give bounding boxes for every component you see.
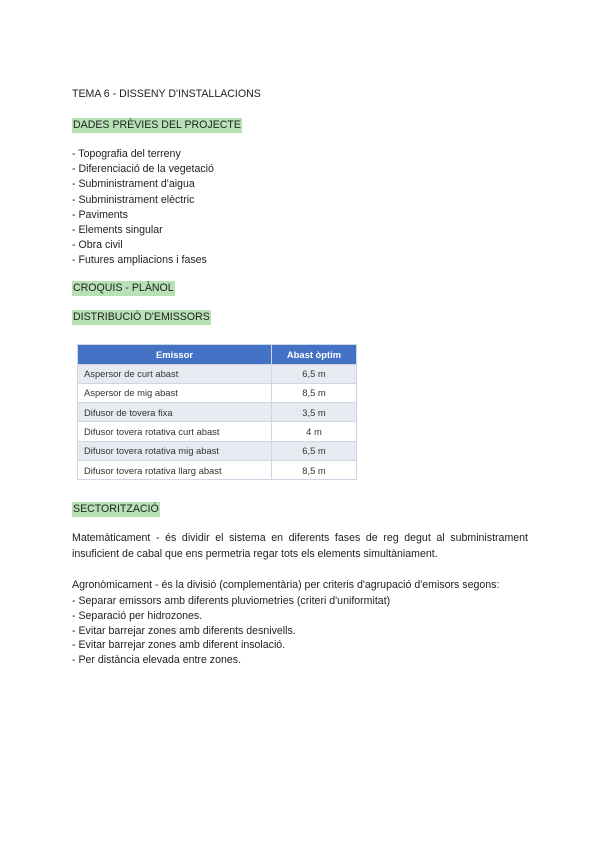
table-row — [78, 364, 357, 383]
list-item: - Paviments — [72, 208, 128, 221]
project-data-list — [72, 147, 528, 269]
table-cell-emissor: Difusor de tovera fixa — [78, 403, 272, 422]
column-header-emissor: Emissor — [78, 344, 272, 364]
list-item: - Subministrament d'aigua — [72, 178, 195, 191]
section-dades-previes — [72, 118, 528, 269]
table-cell-abast: 3,5 m — [272, 403, 357, 422]
table-cell-emissor: Difusor tovera rotativa mig abast — [78, 441, 272, 460]
table-cell-emissor: Aspersor de curt abast — [78, 364, 272, 383]
section-croquis — [72, 281, 528, 296]
table-cell-emissor: Aspersor de mig abast — [78, 383, 272, 402]
document-title: TEMA 6 - DISSENY D'INSTALLACIONS — [72, 88, 261, 100]
paragraph-agronomicament — [72, 578, 528, 668]
list-item: - Evitar barrejar zones amb diferents desnivells. — [72, 624, 296, 637]
list-item: - Separar emissors amb diferents pluviometries (criteri d'uniformitat) — [72, 595, 391, 608]
table-cell-abast: 6,5 m — [272, 441, 357, 460]
list-item: - Futures ampliacions i fases — [72, 254, 207, 267]
section-sectoritzacio — [72, 502, 528, 668]
table-header-row — [78, 344, 357, 364]
section-heading-croquis: CROQUIS - PLÀNOL — [73, 281, 174, 294]
criteria-list — [72, 594, 528, 668]
paragraph-agronomicament-intro: Agronòmicament - és la divisió (complementària) per criteris d'agrupació d'emisors segons: — [72, 579, 500, 592]
column-header-abast: Abast òptim — [272, 344, 357, 364]
table-row — [78, 441, 357, 460]
list-item: - Topografia del terreny — [72, 148, 181, 160]
table-row — [78, 422, 357, 441]
table-cell-abast: 8,5 m — [272, 460, 357, 479]
table-cell-abast: 8,5 m — [272, 383, 357, 402]
list-item: - Separació per hidrozones. — [72, 609, 203, 622]
section-heading-distribucio: DISTRIBUCIÓ D'EMISSORS — [73, 310, 210, 323]
table-cell-emissor: Difusor tovera rotativa curt abast — [78, 422, 272, 441]
list-item: - Per distància elevada entre zones. — [72, 654, 242, 667]
paragraph-matematicament: Matemàticament - és dividir el sistema en diferents fases de reg degut al subministrament insuficient de cabal que ens permetria regar tots els elements simultàniament. — [72, 532, 528, 560]
table-row — [78, 403, 357, 422]
document-page — [72, 86, 528, 668]
section-heading-sectoritzacio: SECTORITZACIÓ — [73, 503, 159, 516]
list-item: - Evitar barrejar zones amb diferent insolació. — [72, 639, 286, 652]
table-row — [78, 383, 357, 402]
emitters-table — [77, 344, 357, 481]
table-cell-emissor: Difusor tovera rotativa llarg abast — [78, 460, 272, 479]
list-item: - Subministrament elèctric — [72, 193, 195, 206]
list-item: - Elements singular — [72, 223, 163, 236]
section-heading-dades-previes: DADES PRÈVIES DEL PROJECTE — [73, 119, 241, 131]
section-distribucio — [72, 310, 528, 481]
table-row — [78, 460, 357, 479]
list-item: - Diferenciació de la vegetació — [72, 163, 214, 176]
table-cell-abast: 4 m — [272, 422, 357, 441]
list-item: - Obra civil — [72, 239, 123, 252]
table-cell-abast: 6,5 m — [272, 364, 357, 383]
